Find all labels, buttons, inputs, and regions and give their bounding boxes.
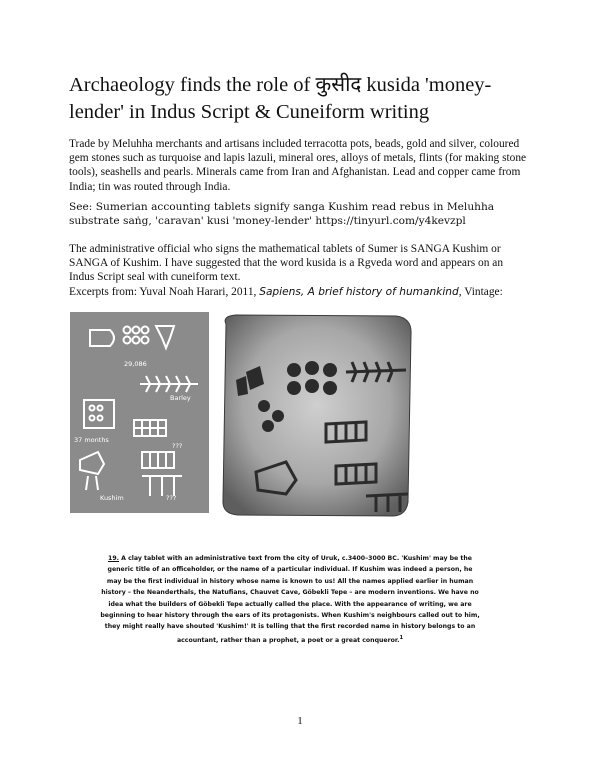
page-title: Archaeology finds the role of कुसीद kusida 'money-lender' in Indus Script & Cuneiform writing — [69, 74, 492, 123]
figure-label-count: 29,086 — [124, 360, 147, 368]
sanga-text-c: or — [488, 243, 501, 255]
see-label: See: — [69, 201, 93, 213]
trade-paragraph: Trade by Meluhha merchants and artisans included terracotta pots, beads, gold and silver, coloured gem stones such as turquoise and lapis lazuli, mineral ores, alloys of metals, flints (for making stone tools), seashells and pearls. Minerals came from Iran and Afghanistan. Lead and copper came from India; tin was routed through India. — [69, 138, 527, 193]
caption-footnote-marker: 1 — [399, 634, 404, 641]
sanga-text-a: The administrative official who signs the mathematical tablets of Sumer is — [69, 243, 411, 255]
figure-label-barley: Barley — [170, 394, 191, 402]
excerpt-book-title: Sapiens, A brief history of humankind — [259, 286, 459, 298]
figure-caption — [100, 553, 480, 671]
figure-label-kushim: Kushim — [100, 494, 124, 502]
excerpt-suffix: , Vintage: — [458, 286, 503, 298]
tablet-drawing-figure — [70, 312, 209, 513]
sanga-paragraph — [69, 242, 529, 285]
sanga-kushim: SANGA Kushim — [410, 243, 489, 255]
see-text: Sumerian accounting tablets signify sanga Kushim read rebus in Meluhha substrate saṅg, 'caravan' kusi 'money-lender' https://tinyurl.com/y4kevzpl — [69, 201, 495, 228]
excerpt-line — [69, 285, 529, 299]
figure-label-unknown2: ??? — [166, 494, 177, 502]
sanga-word: SANGA — [69, 257, 108, 270]
excerpt-prefix: Excerpts from: Yuval Noah Harari, 2011, — [69, 286, 260, 298]
caption-text: A clay tablet with an administrative text from the city of Uruk, c.3400–3000 BC. 'Kushim' may be the generic title of an officeholder, or the name of a particular individual. If Kushim was indeed a person, he may be the first individual in history whose name is known to us! All the names applied earlier in human history – the Neanderthals, the Natufians, Chauvet Cave, Göbekli Tepe – are modern inventions. We have no idea what the builders of Göbekli Tepe actually called the place. With the appearance of writing, we are beginning to hear history through the ears of its protagonists. When Kushim's neighbours called out to him, they might really have shouted 'Kushim!' It is telling that the first recorded name in history belongs to an accountant, rather than a prophet, a poet or a great conqueror. — [100, 555, 480, 644]
figure-label-months: 37 months — [74, 436, 109, 444]
sanga-text-e: of Kushim. I have suggested that the word kusida is a Rgveda word and appears on an Indus Script seal with cuneiform text. — [69, 257, 504, 284]
caption-number: 19. — [108, 555, 119, 562]
see-paragraph — [69, 200, 529, 228]
page-number: 1 — [297, 715, 303, 727]
figure-label-unknown1: ??? — [172, 442, 183, 450]
clay-tablet-photo — [216, 312, 415, 519]
